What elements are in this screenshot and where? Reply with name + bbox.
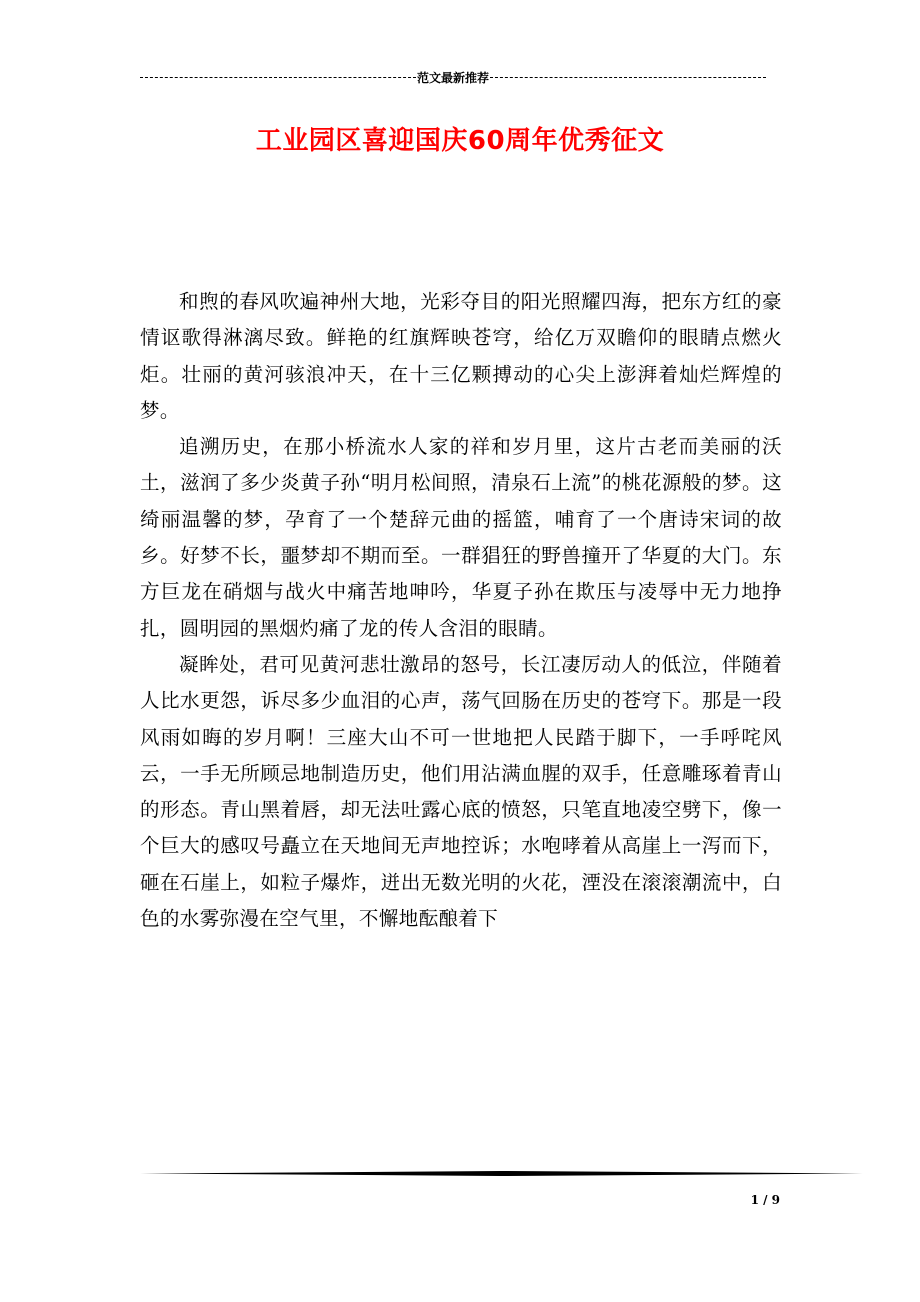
document-title: 工业园区喜迎国庆60周年优秀征文 (255, 126, 665, 156)
header-label: 范文最新推荐 (417, 70, 490, 85)
page-header (140, 69, 766, 85)
header-left-rule (140, 77, 416, 78)
header-right-rule (490, 77, 766, 78)
paragraph: 追溯历史，在那小桥流水人家的祥和岁月里，这片古老而美丽的沃土，滋润了多少炎黄子孙“明月松间照，清泉石上流”的桃花源般的梦。这绮丽温馨的梦，孕育了一个楚辞元曲的摇篮，哺育了一个唐诗宋词的故乡。好梦不长，噩梦却不期而至。一群猖狂的野兽撞开了华夏的大门。东方巨龙在硝烟与战火中痛苦地呻吟，华夏子孙在欺压与凌辱中无力地挣扎，圆明园的黑烟灼痛了龙的传人含泪的眼睛。 (140, 435, 782, 640)
document-body (140, 284, 782, 937)
page-number: 1 / 9 (750, 1193, 780, 1207)
footer-rule (140, 1171, 863, 1176)
paragraph: 凝眸处，君可见黄河悲壮激昂的怒号，长江凄厉动人的低泣，伴随着人比水更怨，诉尽多少血泪的心声，荡气回肠在历史的苍穹下。那是一段风雨如晦的岁月啊！三座大山不可一世地把人民踏于脚下，一手呼咤风云，一手无所顾忌地制造历史，他们用沾满血腥的双手，任意雕琢着青山的形态。青山黑着唇，却无法吐露心底的愤怒，只笔直地凌空劈下，像一个巨大的感叹号矗立在天地间无声地控诉；水咆哮着从高崖上一泻而下，砸在石崖上，如粒子爆炸，迸出无数光明的火花，湮没在滚滚潮流中，白色的水雾弥漫在空气里，不懈地酝酿着下 (140, 652, 782, 931)
paragraph: 和煦的春风吹遍神州大地，光彩夺目的阳光照耀四海，把东方红的豪情讴歌得淋漓尽致。鲜艳的红旗辉映苍穹，给亿万双瞻仰的眼睛点燃火炬。壮丽的黄河骇浪冲天，在十三亿颗搏动的心尖上澎湃着灿烂辉煌的梦。 (140, 290, 782, 422)
